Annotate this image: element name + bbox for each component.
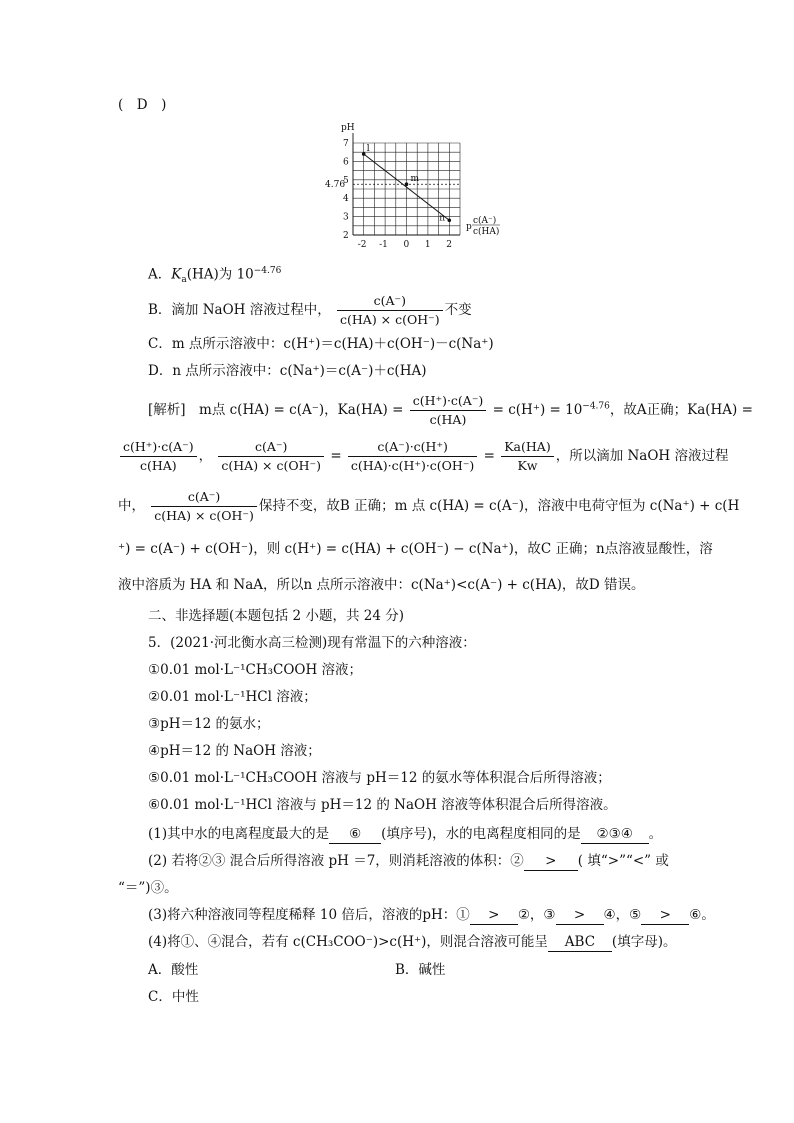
option-a [148, 262, 281, 289]
expl-2-fraction-1 [120, 438, 197, 475]
data-point-m [405, 182, 409, 186]
p1-answer-2: ②③④ [581, 825, 649, 844]
p3-text-a: (3)将六种溶液同等程度稀释 10 倍后，溶液的pH：① [148, 907, 470, 923]
expl-2-tail: ，所以滴加 NaOH 溶液过程 [555, 448, 729, 464]
p4-text-a: (4)将①、④混合，若有 c(CH₃COO⁻)>c(H⁺)，则混合溶液可能呈 [148, 934, 548, 950]
q5-part-2-cont: “＝”)③。 [118, 880, 178, 896]
expl-1c: ，故A正确；Ka(HA) = [609, 402, 753, 418]
expl-3a: 中， [118, 498, 145, 514]
x-axis-label-num: c(A⁻) [473, 216, 497, 226]
expl-1a: [解析] m点 c(HA) = c(A⁻)，Ka(HA) = [148, 402, 404, 418]
x-tick-label: 2 [446, 240, 453, 250]
frac-denominator: c(HA) × c(OH⁻) [151, 506, 257, 525]
p3-answer-3: > [641, 906, 689, 925]
p3-text-d: ⑥。 [689, 907, 715, 923]
section-2-heading: 二、非选择题(本题包括 2 小题，共 24 分) [148, 608, 404, 624]
expl-2-fraction-3 [348, 438, 477, 475]
point-label: n [439, 213, 446, 224]
q5-solution-4: ④pH＝12 的 NaOH 溶液； [148, 743, 321, 759]
p3-answer-1: > [470, 906, 518, 925]
option-c: C．m 点所示溶液中：c(H⁺)＝c(HA)＋c(OH⁻)－c(Na⁺) [148, 336, 494, 352]
q5-solution-3: ③pH＝12 的氨水； [148, 716, 270, 732]
ph-chart [325, 115, 505, 255]
explanation-line-5: 液中溶质为 HA 和 NaA，所以n 点所示溶液中：c(Na⁺)<c(A⁻) + c(HA)，故D 错误。 [118, 577, 645, 593]
p1-text-a: (1)其中水的电离程度最大的是 [148, 826, 330, 842]
y-tick-label: 7 [343, 139, 349, 149]
expl-2-equals-1: = [330, 448, 342, 464]
explanation-line-2: $\frac{c(H^+)\cdot c(A^-)}{c(HA)}$ ， $\frac{c(A^-)}{c(HA) \times c(OH^-)}$ = $\frac{c(A^-)\cdot c(H^+)}{c(HA)\cdot c(H^+)\cdot c(OH^-)}$ = $\frac{Ka(HA)}{Kw}$ ，所以滴加 NaOH 溶液过程 [118, 438, 729, 475]
point-label: m [410, 174, 420, 185]
explanation-line-4: ⁺) = c(A⁻) + c(OH⁻)，则 c(H⁺) = c(HA) + c(OH⁻) − c(Na⁺)，故C 正确；n点溶液显酸性，溶 [118, 541, 713, 557]
explanation-line-3 [118, 488, 739, 525]
q5-option-c: C．中性 [148, 989, 199, 1005]
expl-2-fraction-4 [501, 438, 553, 475]
frac-numerator: c(A⁻) [187, 489, 221, 504]
ref-label: 4.76 [325, 180, 346, 191]
option-a-exponent: −4.76 [253, 266, 282, 276]
frac-numerator: Ka(HA) [504, 439, 551, 454]
p4-answer: ABC [548, 933, 612, 952]
q5-option-b: B．碱性 [395, 962, 446, 978]
expl-1-fraction [410, 392, 487, 429]
p4-text-b: (填字母)。 [611, 934, 677, 950]
x-axis-label-den: c(HA) [473, 227, 500, 237]
q5-option-a: A．酸性 [148, 962, 199, 978]
y-tick-label: 3 [343, 212, 349, 223]
option-a-ka: K [171, 266, 182, 283]
x-tick-label: -1 [379, 240, 388, 250]
expl-1-exponent: −4.76 [582, 401, 610, 412]
q5-solution-1: ①0.01 mol·L⁻¹CH₃COOH 溶液； [148, 662, 363, 678]
answer-header: ( D ) [118, 97, 167, 113]
frac-numerator: c(A⁻)·c(H⁺) [377, 439, 448, 454]
expl-2-fraction-2 [218, 438, 324, 475]
y-axis-label: pH [341, 123, 355, 133]
data-point-l [362, 152, 366, 156]
q5-part-1 [148, 825, 662, 844]
frac-denominator: c(HA) × c(OH⁻) [337, 310, 443, 329]
x-tick-label: 1 [424, 240, 431, 250]
p1-text-c: 。 [648, 826, 663, 842]
expl-1b: = c(H⁺) = 10 [492, 402, 583, 418]
x-tick-label: -2 [357, 240, 367, 250]
frac-denominator: c(HA)·c(H⁺)·c(OH⁻) [348, 456, 477, 475]
frac-numerator: c(H⁺)·c(A⁻) [412, 393, 484, 408]
x-tick-label: 0 [403, 240, 410, 250]
option-b-fraction [337, 292, 443, 329]
p2-text-b: ( 填“>”“<” 或 [577, 853, 669, 869]
y-tick-label: 5 [343, 175, 349, 186]
option-b-suffix: 不变 [444, 302, 472, 318]
option-d: D．n 点所示溶液中：c(Na⁺)＝c(A⁻)＋c(HA) [148, 363, 427, 379]
y-tick-label: 2 [343, 231, 349, 241]
expl-3b: 保持不变，故B 正确；m 点 c(HA) = c(A⁻)，溶液中电荷守恒为 c(Na⁺) + c(H [258, 498, 740, 514]
frac-numerator: c(H⁺)·c(A⁻) [123, 439, 194, 454]
frac-numerator: c(A⁻) [373, 293, 407, 308]
frac-numerator: c(A⁻) [255, 439, 288, 454]
option-a-text: (HA)为 10 [186, 266, 254, 283]
option-b-prefix: B．滴加 NaOH 溶液过程中， [148, 302, 331, 318]
option-a-prefix: A． [148, 266, 172, 283]
option-a-sub: a [181, 275, 187, 286]
explanation-line-1 [148, 392, 753, 429]
option-b [148, 292, 472, 329]
q5-stem: 5．(2021·河北衡水高三检测)现有常温下的六种溶液： [148, 635, 476, 651]
p3-text-c: ④，⑤ [603, 907, 642, 923]
q5-solution-5: ⑤0.01 mol·L⁻¹CH₃COOH 溶液与 pH＝12 的氨水等体积混合后所得溶液； [148, 770, 611, 786]
p1-answer-1: ⑥ [329, 825, 381, 844]
point-label: l [366, 144, 370, 155]
q5-solution-2: ②0.01 mol·L⁻¹HCl 溶液； [148, 689, 317, 705]
expl-2-equals-2: = [483, 448, 495, 464]
frac-denominator: c(HA) [120, 456, 197, 475]
q5-part-2 [148, 852, 669, 871]
p2-answer: > [524, 852, 578, 871]
y-tick-label: 6 [343, 157, 349, 168]
frac-denominator: c(HA) × c(OH⁻) [218, 456, 324, 475]
expl-3-fraction [151, 488, 257, 525]
p3-answer-2: > [556, 906, 604, 925]
q5-part-4 [148, 933, 676, 952]
q5-part-3 [148, 906, 715, 925]
x-axis-label-p: p [466, 222, 472, 232]
q5-solution-6: ⑥0.01 mol·L⁻¹HCl 溶液与 pH＝12 的 NaOH 溶液等体积混合后所得溶液。 [148, 797, 617, 813]
p1-text-b: (填序号)，水的电离程度相同的是 [381, 826, 581, 842]
frac-denominator: c(HA) [410, 410, 487, 429]
y-tick-label: 4 [343, 194, 349, 205]
data-point-n [448, 218, 452, 222]
p3-text-b: ②，③ [517, 907, 556, 923]
p2-text-a: (2) 若将②③ 混合后所得溶液 pH ＝7，则消耗溶液的体积：② [148, 853, 524, 869]
frac-denominator: Kw [501, 456, 553, 475]
